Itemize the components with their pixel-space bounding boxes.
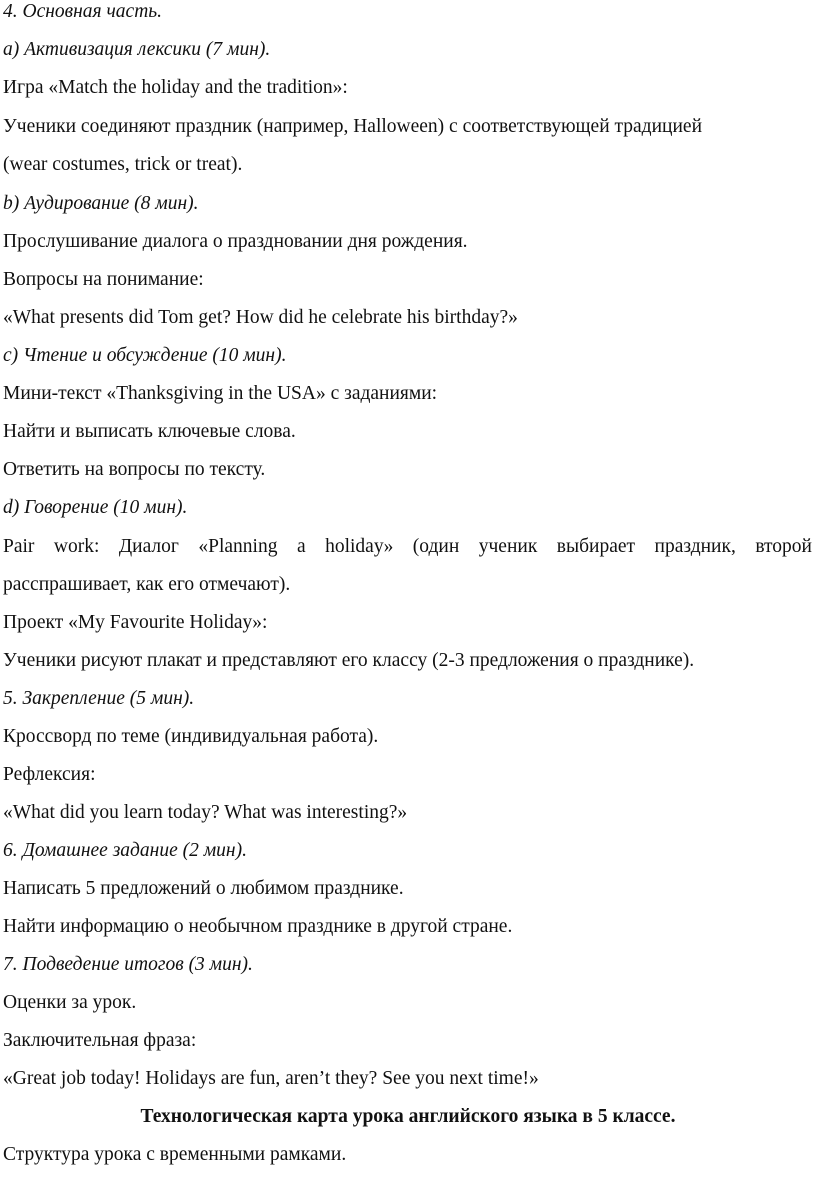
text-line: «Great job today! Holidays are fun, aren’t they? See you next time!»: [3, 1068, 539, 1089]
text-line: «What presents did Tom get? How did he celebrate his birthday?»: [3, 307, 518, 328]
text-line: Мини-текст «Thanksgiving in the USA» с заданиями:: [3, 383, 438, 404]
text-line: Pair work: Диалог «Planning a holiday» (один ученик выбирает праздник, второй: [3, 536, 812, 557]
text-line: Написать 5 предложений о любимом празднике.: [3, 878, 404, 899]
subsection-heading: d) Говорение (10 мин).: [3, 497, 188, 518]
text-line: Заключительная фраза:: [3, 1030, 197, 1051]
text-line: Ответить на вопросы по тексту.: [3, 459, 266, 480]
section-heading: 7. Подведение итогов (3 мин).: [3, 954, 253, 975]
text-line: Проект «My Favourite Holiday»:: [3, 612, 268, 633]
section-heading: 5. Закрепление (5 мин).: [3, 688, 195, 709]
text-line: Ученики рисуют плакат и представляют его классу (2-3 предложения о празднике).: [3, 650, 695, 671]
text-line: «What did you learn today? What was interesting?»: [3, 802, 408, 823]
text-line: расспрашивает, как его отмечают).: [3, 574, 291, 595]
text-line: Найти информацию о необычном празднике в другой стране.: [3, 916, 513, 937]
text-line: Структура урока с временными рамками.: [3, 1144, 347, 1165]
text-line: Оценки за урок.: [3, 992, 137, 1013]
text-line: Вопросы на понимание:: [3, 269, 204, 290]
subsection-heading: b) Аудирование (8 мин).: [3, 193, 199, 214]
text-line: Ученики соединяют праздник (например, Halloween) с соответствующей традицией: [3, 116, 703, 137]
text-line: Кроссворд по теме (индивидуальная работа).: [3, 726, 379, 747]
subsection-heading: c) Чтение и обсуждение (10 мин).: [3, 345, 287, 366]
section-heading: 4. Основная часть.: [3, 1, 163, 22]
text-line: Найти и выписать ключевые слова.: [3, 421, 296, 442]
subsection-heading: а) Активизация лексики (7 мин).: [3, 39, 271, 60]
document-title: Технологическая карта урока английского языка в 5 классе.: [140, 1106, 676, 1127]
text-line: Рефлексия:: [3, 764, 96, 785]
text-line: (wear costumes, trick or treat).: [3, 154, 243, 175]
text-line: Игра «Match the holiday and the tradition»:: [3, 77, 348, 98]
text-line: Прослушивание диалога о праздновании дня рождения.: [3, 231, 468, 252]
section-heading: 6. Домашнее задание (2 мин).: [3, 840, 247, 861]
